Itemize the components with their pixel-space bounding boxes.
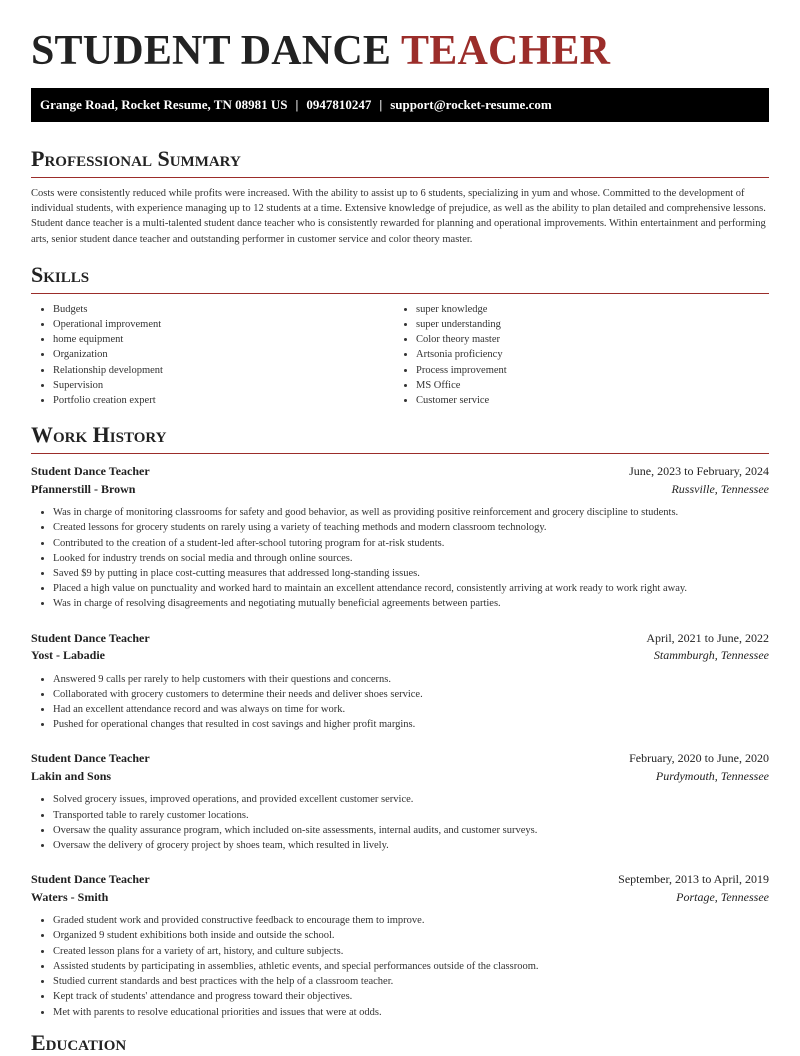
job-entry [31,750,769,853]
skills-list-left [31,302,394,408]
work-history-section [31,422,769,1019]
skill-item: • Operational improvement [53,317,394,332]
job-bullet: • Kept track of students' attendance and progress toward their objectives. [53,989,769,1004]
contact-separator: | [295,97,299,112]
skill-item: • Artsonia proficiency [416,347,757,362]
job-bullet: • Met with parents to resolve educational priorities and issues that were at odds. [53,1005,769,1020]
job-bullets [31,913,769,1019]
skill-item: • super understanding [416,317,757,332]
job-title: Student Dance Teacher [31,464,150,479]
job-bullet: • Organized 9 student exhibitions both inside and outside the school. [53,928,769,943]
summary-text: Costs were consistently reduced while profits were increased. With the ability to assist up to 6 students, specializing in yum and whose. Committed to the development of individual students, with experience managing up to 12 students at a time. Extensive knowledge of prejudice, as well as the ability to plan detailed and comprehensive lessons. Student dance teacher is a multi-talented student dance teacher who is consistently rewarded for planning and operational improvements. Within entertainment and performing arts, senior student dance teacher and outstanding performer in customer service and color theory master. [31,188,766,245]
education-section [31,1030,769,1056]
job-company-row [31,647,769,665]
job-bullets [31,672,769,733]
job-bullet: • Had an excellent attendance record and was always on time for work. [53,702,769,717]
resume-page [31,0,769,1056]
summary-heading: Professional Summary [31,146,241,171]
job-bullet: • Oversaw the delivery of grocery project by shoes team, which resulted in lively. [53,838,769,853]
job-bullet: • Created lesson plans for a variety of art, history, and culture subjects. [53,944,769,959]
job-entry [31,630,769,733]
summary-section [31,146,769,247]
job-entry [31,871,769,1019]
job-location: Stammburgh, Tennessee [653,648,769,663]
job-header-row [31,463,769,481]
skill-item: • Supervision [53,378,394,393]
job-bullet: • Looked for industry trends on social media and through online sources. [53,551,769,566]
job-bullet: • Placed a high value on punctuality and worked hard to maintain an excellent attendance record, consistently arriving at work ready to work right away. [53,581,769,596]
job-company: Pfannerstill - Brown [31,481,136,496]
job-company: Yost - Labadie [31,648,106,663]
job-list [31,463,769,1019]
job-dates: April, 2021 to June, 2022 [646,630,769,645]
job-bullet: • Contributed to the creation of a student-led after-school tutoring program for at-risk students. [53,536,769,551]
job-bullet: • Assisted students by participating in assemblies, athletic events, and special performances outside of the classroom. [53,959,769,974]
skill-item: • super knowledge [416,302,757,317]
job-location: Purdymouth, Tennessee [655,768,769,783]
job-bullet: • Studied current standards and best practices with the help of a classroom teacher. [53,974,769,989]
job-company: Lakin and Sons [31,768,112,783]
skill-item: • Portfolio creation expert [53,393,394,408]
job-dates: February, 2020 to June, 2020 [629,751,769,766]
job-bullet: • Solved grocery issues, improved operations, and provided excellent customer service. [53,792,769,807]
skill-item: • Customer service [416,393,757,408]
contact-address: Grange Road, Rocket Resume, TN 08981 US [40,97,288,112]
skill-item: • Relationship development [53,363,394,378]
job-title: Student Dance Teacher [31,872,150,887]
title-accent: TEACHER [401,28,611,74]
job-title: Student Dance Teacher [31,630,150,645]
job-dates: September, 2013 to April, 2019 [618,872,769,887]
job-entry [31,463,769,611]
job-bullet: • Oversaw the quality assurance program, which included on-site assessments, internal audits, and customer surveys. [53,823,769,838]
job-bullets [31,792,769,853]
title-main: STUDENT DANCE [31,28,392,74]
skill-item: • Organization [53,347,394,362]
job-header-row [31,871,769,889]
contact-separator: | [379,97,383,112]
skills-columns [31,302,769,408]
section-divider [31,177,769,178]
work-history-heading: Work History [31,422,167,448]
skills-heading: Skills [31,261,90,287]
job-header-row [31,750,769,768]
skill-item: • Process improvement [416,363,757,378]
skill-item: • Color theory master [416,332,757,347]
skills-section [31,262,769,408]
job-location: Russville, Tennessee [671,481,769,496]
job-bullet: • Saved $9 by putting in place cost-cutting measures that addressed long-standing issues. [53,566,769,581]
job-company: Waters - Smith [31,889,109,904]
education-heading: Education [31,1029,127,1055]
job-bullet: • Was in charge of resolving disagreements and negotiating mutually beneficial agreements between parties. [53,596,769,611]
contact-email: support@rocket-resume.com [390,97,552,112]
job-bullet: • Collaborated with grocery customers to determine their needs and deliver shoes service. [53,687,769,702]
skill-item: • Budgets [53,302,394,317]
job-company-row [31,889,769,907]
skill-item: • MS Office [416,378,757,393]
skills-list-right [394,302,757,408]
job-title: Student Dance Teacher [31,751,150,766]
job-dates: June, 2023 to February, 2024 [629,464,769,479]
job-header-row [31,630,769,648]
job-bullets [31,505,769,611]
job-bullet: • Answered 9 calls per rarely to help customers with their questions and concerns. [53,672,769,687]
job-location: Portage, Tennessee [676,889,769,904]
section-divider [31,453,769,454]
job-bullet: • Transported table to rarely customer locations. [53,808,769,823]
contact-bar [31,88,769,122]
resume-title [31,28,769,74]
job-company-row [31,768,769,786]
contact-phone: 0947810247 [306,97,372,112]
job-bullet: • Was in charge of monitoring classrooms for safety and good behavior, as well as providing positive reinforcement and grocery discipline to students. [53,505,769,520]
job-bullet: • Pushed for operational changes that resulted in cost savings and higher profit margins. [53,717,769,732]
section-divider [31,293,769,294]
job-bullet: • Created lessons for grocery students on rarely using a variety of teaching methods and modern classroom technology. [53,520,769,535]
job-bullet: • Graded student work and provided constructive feedback to encourage them to improve. [53,913,769,928]
skill-item: • home equipment [53,332,394,347]
job-company-row [31,481,769,499]
